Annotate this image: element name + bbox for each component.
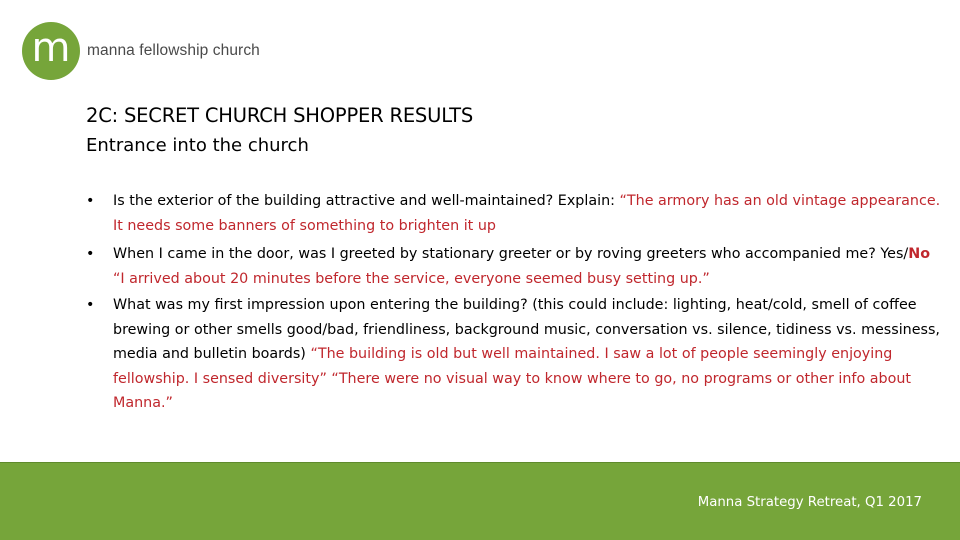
bullet-choice: No: [908, 246, 931, 262]
church-logo: [22, 22, 260, 80]
bullet-list: [86, 189, 946, 416]
bullet-answer: “The armory has an old vintage appearance. It needs some banners of something to brighten it up: [113, 193, 941, 234]
footer-text: Manna Strategy Retreat, Q1 2017: [697, 495, 922, 510]
bullet-dot-icon: •: [86, 297, 95, 313]
bullet-answer: “The building is old but well maintained. I saw a lot of people seemingly enjoying fellowship. I sensed diversity” “There were no visual way to know where to go, no programs or other info about Manna.”: [113, 346, 912, 411]
bullet-dot-icon: •: [86, 246, 95, 262]
logo-mark: [22, 22, 80, 80]
bullet-dot-icon: •: [86, 193, 95, 209]
bullet-item: [86, 242, 946, 291]
bullet-question: What was my first impression upon entering the building? (this could include: lighting, heat/cold, smell of coffee brewing or other smells good/bad, friendliness, background music, conversation vs. silence, tidiness vs. messiness, media and bulletin boards): [113, 297, 940, 362]
slide-subtitle: Entrance into the church: [86, 135, 309, 156]
bullet-answer: “I arrived about 20 minutes before the service, everyone seemed busy setting up.”: [113, 270, 710, 287]
logo-name: manna fellowship church: [87, 42, 260, 59]
footer-bar: [0, 462, 960, 540]
slide-title: 2C: SECRET CHURCH SHOPPER RESULTS: [86, 104, 474, 127]
bullet-question: Is the exterior of the building attractive and well-maintained? Explain:: [113, 193, 620, 209]
bullet-item: [86, 189, 946, 238]
logo-letter: m: [31, 25, 71, 71]
bullet-item: [86, 293, 946, 416]
bullet-question: When I came in the door, was I greeted by stationary greeter or by roving greeters who accompanied me? Yes/: [113, 246, 909, 262]
